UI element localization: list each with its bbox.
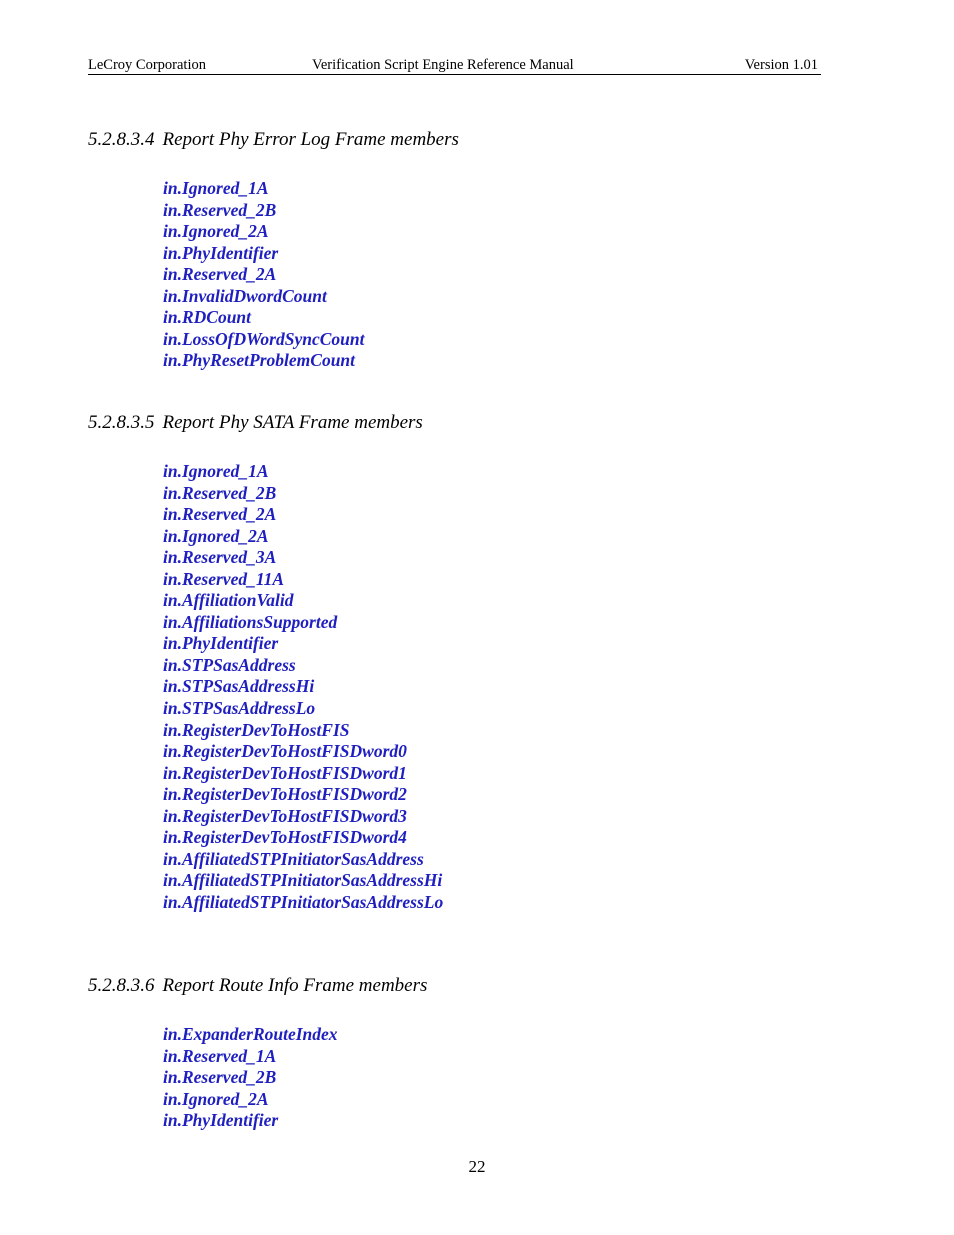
- member-item: in.RegisterDevToHostFISDword0: [163, 741, 407, 762]
- header-title: Verification Script Engine Reference Manual: [312, 57, 574, 73]
- member-item: in.Ignored_2A: [163, 525, 269, 546]
- member-item: in.AffiliationValid: [163, 590, 294, 611]
- member-item: in.Ignored_1A: [163, 178, 269, 198]
- member-item: in.Reserved_1A: [163, 1045, 277, 1066]
- member-item: in.PhyIdentifier: [163, 242, 279, 263]
- member-item: in.Reserved_11A: [163, 568, 285, 589]
- member-list: [163, 461, 443, 913]
- header-company: LeCroy Corporation: [88, 57, 206, 73]
- member-item: in.AffiliatedSTPInitiatorSasAddress: [163, 848, 424, 869]
- section-number: 5.2.8.3.4: [88, 129, 155, 150]
- member-item: in.Reserved_2A: [163, 264, 277, 285]
- member-item: in.Ignored_1A: [163, 461, 269, 481]
- member-item: in.InvalidDwordCount: [163, 285, 327, 306]
- member-item: in.Ignored_2A: [163, 1088, 269, 1109]
- member-item: in.AffiliationsSupported: [163, 611, 338, 632]
- header-version: Version 1.01: [744, 57, 818, 73]
- page-number: 22: [468, 1157, 486, 1176]
- member-list: [163, 178, 364, 372]
- member-item: in.Reserved_2B: [163, 199, 277, 220]
- member-item: in.RegisterDevToHostFISDword4: [163, 827, 407, 848]
- section-title: Report Route Info Frame members: [162, 975, 428, 996]
- member-item: in.RegisterDevToHostFISDword3: [163, 805, 407, 826]
- section-phy-sata: [88, 411, 444, 912]
- member-item: in.Reserved_2A: [163, 504, 277, 525]
- page-header: [88, 56, 821, 75]
- member-item: in.AffiliatedSTPInitiatorSasAddressHi: [163, 870, 443, 891]
- member-item: in.RDCount: [163, 307, 252, 328]
- member-item: in.LossOfDWordSyncCount: [163, 328, 365, 349]
- section-phy-error-log: [88, 128, 459, 371]
- member-list: [163, 1024, 338, 1132]
- member-item: in.Reserved_2B: [163, 482, 277, 503]
- section-title: Report Phy Error Log Frame members: [162, 129, 459, 150]
- member-item: in.PhyResetProblemCount: [163, 350, 356, 371]
- section-title: Report Phy SATA Frame members: [162, 412, 423, 433]
- section-heading: [88, 128, 459, 152]
- member-item: in.AffiliatedSTPInitiatorSasAddressLo: [163, 891, 444, 912]
- member-item: in.Reserved_2B: [163, 1067, 277, 1088]
- section-heading: [88, 974, 427, 998]
- member-item: in.STPSasAddress: [163, 654, 296, 675]
- member-item: in.Ignored_2A: [163, 221, 269, 242]
- member-item: in.Reserved_3A: [163, 547, 277, 568]
- member-item: in.PhyIdentifier: [163, 633, 279, 654]
- member-item: in.RegisterDevToHostFIS: [163, 719, 350, 740]
- member-item: in.STPSasAddressLo: [163, 698, 316, 719]
- section-heading: [88, 411, 423, 435]
- member-item: in.RegisterDevToHostFISDword1: [163, 762, 407, 783]
- member-item: in.STPSasAddressHi: [163, 676, 315, 697]
- section-number: 5.2.8.3.5: [88, 412, 155, 433]
- member-item: in.PhyIdentifier: [163, 1110, 279, 1131]
- member-item: in.RegisterDevToHostFISDword2: [163, 784, 407, 805]
- member-item: in.ExpanderRouteIndex: [163, 1024, 338, 1044]
- section-route-info: [88, 974, 428, 1131]
- section-number: 5.2.8.3.6: [88, 975, 155, 996]
